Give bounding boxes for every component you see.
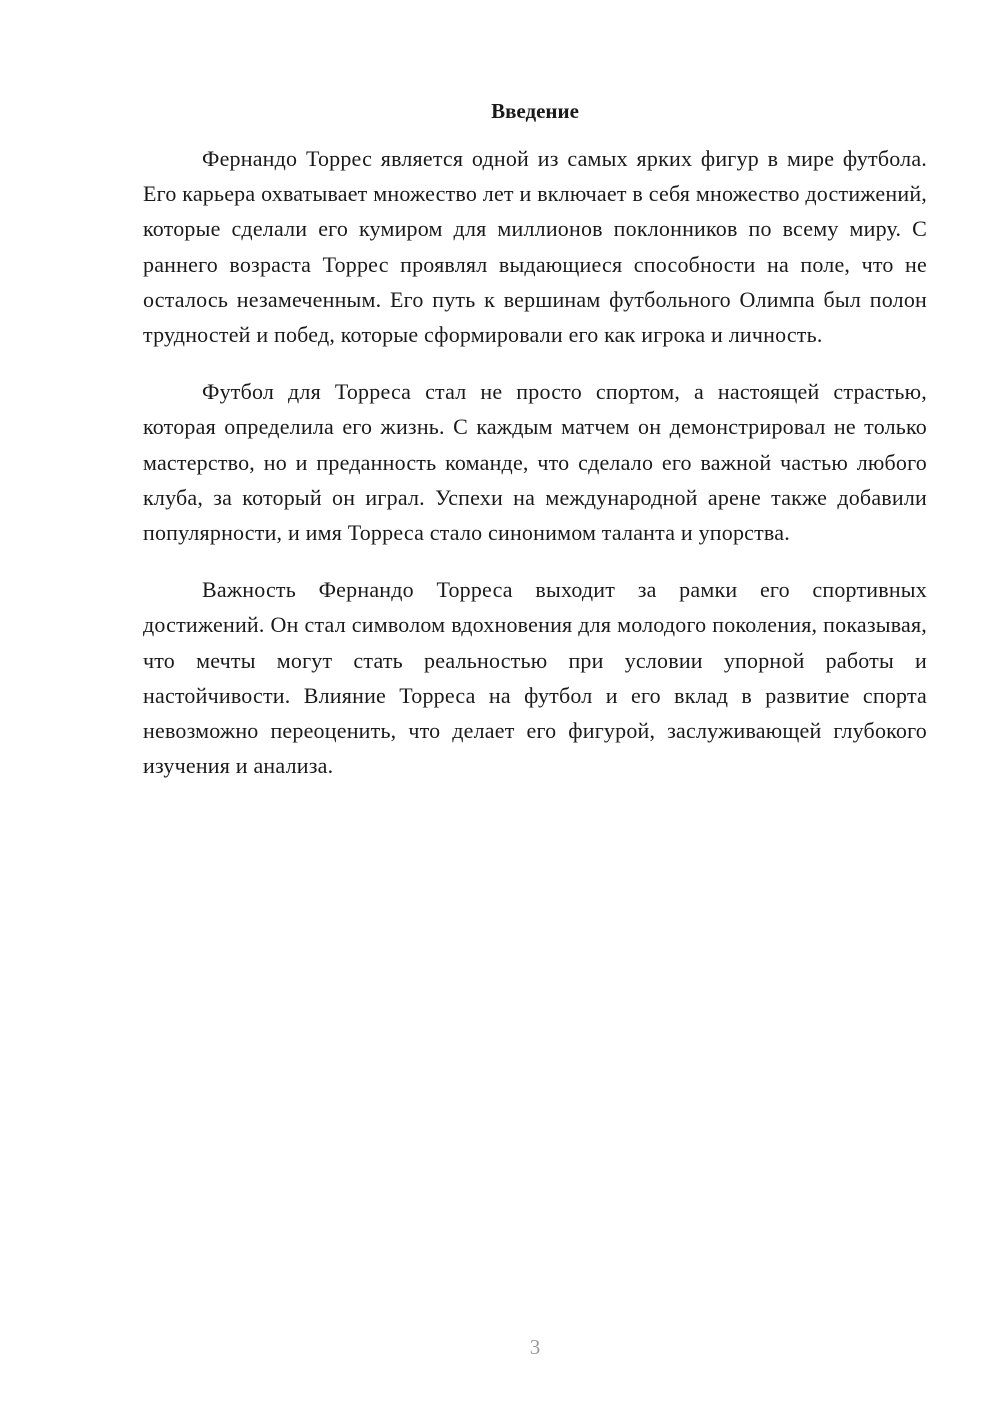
paragraph-1: Фернандо Торрес является одной из самых ярких фигур в мире футбола. Его карьера охватывает множество лет и включает в себя множество достижений, которые сделали его кумиром для миллионов поклонников по всему миру. С раннего возраста Торрес проявлял выдающиеся способности на поле, что не осталось незамеченным. Его путь к вершинам футбольного Олимпа был полон трудностей и побед, которые сформировали его как игрока и личность. <box>143 146 927 348</box>
paragraph-3: Важность Фернандо Торреса выходит за рамки его спортивных достижений. Он стал символом вдохновения для молодого поколения, показывая, что мечты могут стать реальностью при условии упорной работы и настойчивости. Влияние Торреса на футбол и его вклад в развитие спорта невозможно переоценить, что делает его фигурой, заслуживающей глубокого изучения и анализа. <box>143 577 927 779</box>
section-heading: Введение <box>491 99 579 123</box>
page-content <box>143 95 927 805</box>
paragraph-2: Футбол для Торреса стал не просто спортом, а настоящей страстью, которая определила его жизнь. С каждым матчем он демонстрировал не только мастерство, но и преданность команде, что сделало его важной частью любого клуба, за который он играл. Успехи на международной арене также добавили популярности, и имя Торреса стало синонимом таланта и упорства. <box>143 379 927 546</box>
page-number: 3 <box>529 1335 541 1359</box>
